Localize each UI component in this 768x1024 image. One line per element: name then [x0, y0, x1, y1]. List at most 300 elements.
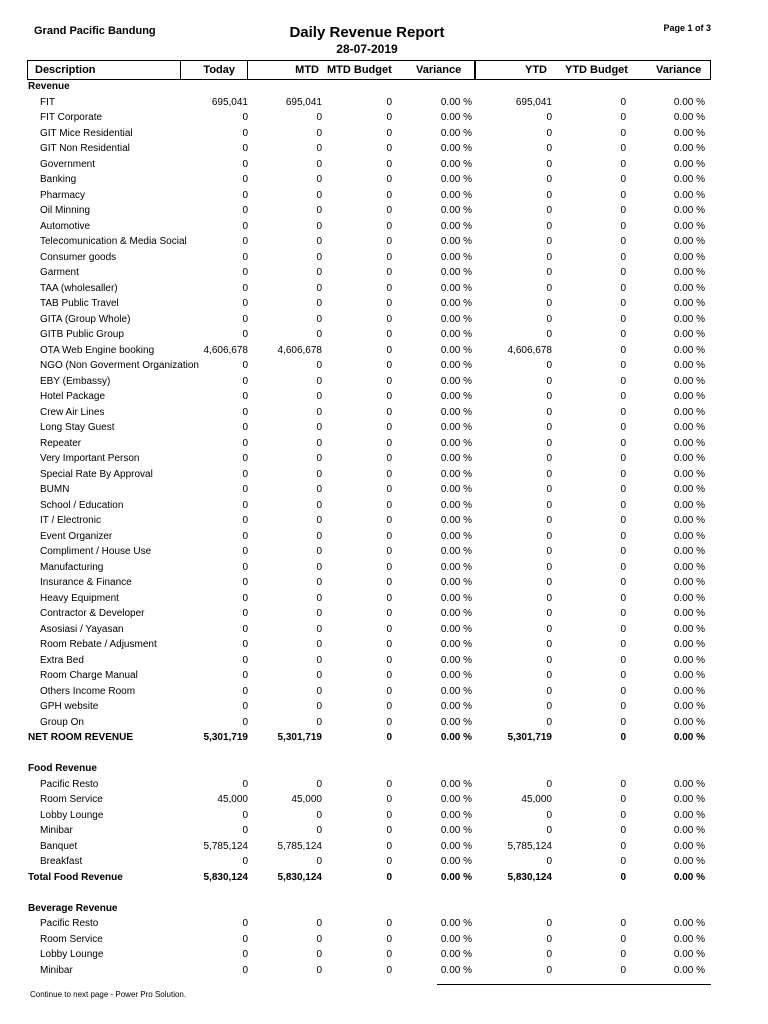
- cell-mtd-budget: 0: [386, 670, 392, 681]
- cell-today: 0: [242, 468, 248, 480]
- cell-variance-ytd: 0.00 %: [673, 251, 705, 263]
- cell-ytd-budget: 0: [620, 933, 626, 945]
- cell-variance-ytd: 0.00 %: [673, 282, 705, 294]
- cell-ytd: 0: [546, 143, 552, 154]
- cell-ytd-budget: 0: [620, 623, 626, 635]
- cell-variance-ytd: 0.00 %: [673, 933, 705, 945]
- cell-ytd: 0: [546, 453, 552, 464]
- cell-today: 0: [242, 918, 248, 929]
- row-spacer: [0, 747, 768, 763]
- cell-mtd: 0: [316, 530, 322, 542]
- table-row: [0, 700, 768, 716]
- row-description: Room Rebate / Adjusment: [40, 639, 157, 650]
- cell-variance-mtd: 0.00 %: [440, 205, 472, 216]
- report-body: [0, 80, 768, 979]
- cell-variance-mtd: 0.00 %: [440, 236, 472, 247]
- cell-mtd-budget: 0: [386, 840, 392, 852]
- cell-ytd: 0: [546, 716, 552, 728]
- cell-mtd: 0: [316, 546, 322, 557]
- cell-mtd: 0: [316, 561, 322, 573]
- cell-ytd: 5,301,719: [507, 732, 552, 743]
- cell-mtd-budget: 0: [386, 809, 392, 821]
- cell-variance-ytd: 0.00 %: [673, 825, 705, 836]
- cell-ytd: 0: [546, 964, 552, 976]
- row-description: Government: [40, 158, 96, 170]
- cell-variance-mtd: 0.00 %: [440, 933, 472, 945]
- cell-variance-mtd: 0.00 %: [440, 546, 472, 557]
- table-row: [0, 824, 768, 840]
- cell-mtd-budget: 0: [386, 701, 392, 712]
- cell-mtd-budget: 0: [386, 530, 392, 542]
- cell-ytd: 0: [546, 112, 552, 123]
- row-description: Pharmacy: [40, 189, 86, 201]
- cell-ytd-budget: 0: [620, 546, 626, 557]
- cell-mtd: 0: [316, 375, 322, 387]
- cell-mtd: 45,000: [291, 794, 322, 805]
- cell-mtd-budget: 0: [386, 561, 392, 573]
- table-row: [0, 545, 768, 561]
- table-row: [0, 359, 768, 375]
- cell-mtd-budget: 0: [386, 422, 392, 433]
- table-row: [0, 917, 768, 933]
- cell-mtd-budget: 0: [386, 623, 392, 635]
- cell-variance-mtd: 0.00 %: [440, 96, 472, 108]
- cell-ytd-budget: 0: [620, 654, 626, 666]
- cell-ytd-budget: 0: [620, 515, 626, 526]
- cell-mtd: 0: [316, 701, 322, 712]
- cell-today: 0: [242, 499, 248, 511]
- table-row: [0, 964, 768, 980]
- cell-variance-ytd: 0.00 %: [673, 127, 705, 139]
- cell-ytd: 0: [546, 949, 552, 960]
- row-description: Telecomunication & Media Social: [40, 236, 187, 247]
- cell-variance-mtd: 0.00 %: [440, 282, 472, 294]
- row-description: Oil Minning: [40, 205, 91, 216]
- row-description: Total Food Revenue: [28, 871, 123, 883]
- cell-today: 0: [242, 484, 248, 495]
- table-row: [0, 514, 768, 530]
- cell-ytd-budget: 0: [620, 236, 626, 247]
- cell-ytd-budget: 0: [620, 670, 626, 681]
- cell-mtd: 0: [316, 453, 322, 464]
- table-row: [0, 855, 768, 871]
- cell-variance-ytd: 0.00 %: [673, 344, 705, 356]
- cell-ytd: 0: [546, 561, 552, 573]
- cell-ytd: 0: [546, 654, 552, 666]
- cell-today: 0: [242, 964, 248, 976]
- table-row: [0, 282, 768, 298]
- cell-variance-ytd: 0.00 %: [673, 623, 705, 635]
- cell-mtd: 0: [316, 158, 322, 170]
- row-description: EBY (Embassy): [40, 375, 111, 387]
- row-description: GIT Mice Residential: [40, 127, 133, 139]
- cell-ytd-budget: 0: [620, 313, 626, 325]
- cell-today: 0: [242, 778, 248, 790]
- cell-mtd-budget: 0: [386, 468, 392, 480]
- cell-mtd-budget: 0: [386, 592, 392, 604]
- table-row: [0, 251, 768, 267]
- cell-mtd: 695,041: [285, 96, 322, 108]
- cell-variance-mtd: 0.00 %: [440, 422, 472, 433]
- table-row: [0, 793, 768, 809]
- cell-mtd-budget: 0: [386, 391, 392, 402]
- table-row: [0, 344, 768, 360]
- cell-mtd-budget: 0: [386, 220, 392, 232]
- cell-ytd-budget: 0: [620, 298, 626, 309]
- cell-mtd: 0: [316, 220, 322, 232]
- cell-today: 0: [242, 158, 248, 170]
- row-spacer: [0, 886, 768, 902]
- section-heading: [0, 902, 768, 918]
- table-row: [0, 189, 768, 205]
- row-description: Minibar: [40, 964, 73, 976]
- cell-mtd: 0: [316, 236, 322, 247]
- table-row: [0, 406, 768, 422]
- cell-today: 0: [242, 360, 248, 371]
- cell-variance-mtd: 0.00 %: [440, 484, 472, 495]
- cell-variance-mtd: 0.00 %: [440, 220, 472, 232]
- cell-mtd-budget: 0: [386, 871, 392, 883]
- row-description: Room Service: [40, 933, 103, 945]
- table-row: [0, 499, 768, 515]
- cell-mtd: 0: [316, 856, 322, 867]
- cell-mtd: 0: [316, 406, 322, 418]
- cell-today: 0: [242, 608, 248, 619]
- cell-mtd: 0: [316, 778, 322, 790]
- cell-today: 0: [242, 825, 248, 836]
- cell-today: 0: [242, 685, 248, 697]
- cell-today: 0: [242, 809, 248, 821]
- row-description: GIT Non Residential: [40, 143, 130, 154]
- table-row: [0, 778, 768, 794]
- cell-mtd: 0: [316, 964, 322, 976]
- cell-ytd-budget: 0: [620, 251, 626, 263]
- cell-mtd-budget: 0: [386, 825, 392, 836]
- cell-ytd-budget: 0: [620, 499, 626, 511]
- cell-mtd: 0: [316, 918, 322, 929]
- cell-today: 0: [242, 623, 248, 635]
- cell-variance-mtd: 0.00 %: [440, 825, 472, 836]
- cell-ytd-budget: 0: [620, 267, 626, 278]
- table-row: [0, 204, 768, 220]
- cell-ytd-budget: 0: [620, 437, 626, 449]
- cell-mtd: 0: [316, 933, 322, 945]
- cell-mtd-budget: 0: [386, 205, 392, 216]
- row-description: Food Revenue: [28, 763, 97, 774]
- cell-mtd-budget: 0: [386, 453, 392, 464]
- cell-mtd: 0: [316, 592, 322, 604]
- cell-variance-mtd: 0.00 %: [440, 856, 472, 867]
- row-description: Event Organizer: [40, 530, 113, 542]
- cell-variance-mtd: 0.00 %: [440, 360, 472, 371]
- cell-variance-ytd: 0.00 %: [673, 918, 705, 929]
- cell-mtd: 0: [316, 577, 322, 588]
- cell-variance-mtd: 0.00 %: [440, 189, 472, 201]
- cell-ytd: 0: [546, 623, 552, 635]
- cell-ytd: 0: [546, 778, 552, 790]
- cell-variance-ytd: 0.00 %: [673, 794, 705, 805]
- row-description: Asosiasi / Yayasan: [40, 623, 124, 635]
- cell-variance-mtd: 0.00 %: [440, 639, 472, 650]
- cell-mtd: 0: [316, 360, 322, 371]
- cell-mtd-budget: 0: [386, 406, 392, 418]
- cell-variance-mtd: 0.00 %: [440, 654, 472, 666]
- cell-variance-ytd: 0.00 %: [673, 437, 705, 449]
- cell-ytd: 0: [546, 329, 552, 340]
- row-description: Crew Air Lines: [40, 406, 105, 418]
- cell-mtd-budget: 0: [386, 484, 392, 495]
- cell-ytd: 0: [546, 298, 552, 309]
- cell-ytd: 0: [546, 592, 552, 604]
- col-mtd-budget: MTD Budget: [327, 64, 392, 76]
- cell-ytd: 0: [546, 189, 552, 201]
- cell-ytd: 0: [546, 282, 552, 294]
- cell-today: 0: [242, 236, 248, 247]
- table-row: [0, 809, 768, 825]
- cell-mtd-budget: 0: [386, 716, 392, 728]
- cell-ytd: 0: [546, 205, 552, 216]
- cell-mtd-budget: 0: [386, 949, 392, 960]
- cell-variance-mtd: 0.00 %: [440, 313, 472, 325]
- cell-variance-mtd: 0.00 %: [440, 329, 472, 340]
- table-row: [0, 235, 768, 251]
- cell-mtd: 0: [316, 825, 322, 836]
- cell-variance-mtd: 0.00 %: [440, 499, 472, 511]
- cell-mtd: 0: [316, 437, 322, 449]
- cell-mtd-budget: 0: [386, 189, 392, 201]
- cell-ytd: 0: [546, 236, 552, 247]
- table-row: [0, 266, 768, 282]
- cell-today: 0: [242, 375, 248, 387]
- table-row: [0, 933, 768, 949]
- cell-variance-mtd: 0.00 %: [440, 453, 472, 464]
- cell-variance-ytd: 0.00 %: [673, 406, 705, 418]
- section-heading: [0, 80, 768, 96]
- cell-variance-mtd: 0.00 %: [440, 158, 472, 170]
- cell-ytd: 0: [546, 313, 552, 325]
- cell-ytd: 0: [546, 422, 552, 433]
- cell-today: 0: [242, 251, 248, 263]
- row-description: NGO (Non Goverment Organization: [40, 360, 199, 371]
- cell-mtd-budget: 0: [386, 437, 392, 449]
- cell-variance-mtd: 0.00 %: [440, 964, 472, 976]
- cell-variance-mtd: 0.00 %: [440, 174, 472, 185]
- cell-today: 695,041: [211, 96, 248, 108]
- cell-today: 45,000: [217, 794, 248, 805]
- cell-mtd: 0: [316, 623, 322, 635]
- cell-variance-mtd: 0.00 %: [440, 732, 472, 743]
- cell-variance-ytd: 0.00 %: [673, 158, 705, 170]
- cell-today: 0: [242, 422, 248, 433]
- cell-variance-mtd: 0.00 %: [440, 716, 472, 728]
- cell-variance-ytd: 0.00 %: [673, 592, 705, 604]
- cell-variance-ytd: 0.00 %: [673, 840, 705, 852]
- cell-today: 0: [242, 592, 248, 604]
- cell-variance-mtd: 0.00 %: [440, 809, 472, 821]
- cell-mtd: 0: [316, 639, 322, 650]
- cell-variance-mtd: 0.00 %: [440, 949, 472, 960]
- row-description: Lobby Lounge: [40, 809, 104, 821]
- cell-variance-ytd: 0.00 %: [673, 143, 705, 154]
- cell-today: 0: [242, 670, 248, 681]
- table-row: [0, 716, 768, 732]
- row-description: Room Charge Manual: [40, 670, 138, 681]
- cell-ytd: 0: [546, 360, 552, 371]
- cell-mtd: 0: [316, 716, 322, 728]
- cell-ytd-budget: 0: [620, 453, 626, 464]
- cell-ytd-budget: 0: [620, 716, 626, 728]
- cell-mtd-budget: 0: [386, 375, 392, 387]
- cell-today: 0: [242, 220, 248, 232]
- cell-variance-ytd: 0.00 %: [673, 220, 705, 232]
- report-date: 28-07-2019: [336, 42, 398, 56]
- cell-ytd: 0: [546, 577, 552, 588]
- cell-variance-ytd: 0.00 %: [673, 685, 705, 697]
- cell-ytd: 0: [546, 468, 552, 480]
- table-row: [0, 685, 768, 701]
- table-row: [0, 437, 768, 453]
- cell-today: 0: [242, 577, 248, 588]
- cell-today: 0: [242, 949, 248, 960]
- cell-variance-ytd: 0.00 %: [673, 174, 705, 185]
- cell-mtd-budget: 0: [386, 313, 392, 325]
- cell-today: 0: [242, 530, 248, 542]
- footer-note: Continue to next page - Power Pro Solution.: [30, 990, 187, 999]
- cell-today: 5,301,719: [203, 732, 248, 743]
- cell-mtd-budget: 0: [386, 654, 392, 666]
- table-row: [0, 142, 768, 158]
- cell-mtd-budget: 0: [386, 685, 392, 697]
- cell-mtd: 0: [316, 205, 322, 216]
- table-row: [0, 328, 768, 344]
- cell-ytd: 0: [546, 174, 552, 185]
- cell-mtd-budget: 0: [386, 174, 392, 185]
- table-row: [0, 948, 768, 964]
- row-description: GPH website: [40, 701, 99, 712]
- cell-ytd: 0: [546, 701, 552, 712]
- col-variance-ytd: Variance: [656, 64, 702, 76]
- cell-today: 0: [242, 437, 248, 449]
- row-description: Extra Bed: [40, 654, 84, 666]
- cell-mtd-budget: 0: [386, 639, 392, 650]
- cell-variance-ytd: 0.00 %: [673, 639, 705, 650]
- row-description: Others Income Room: [40, 685, 136, 697]
- cell-mtd: 0: [316, 282, 322, 294]
- cell-mtd-budget: 0: [386, 918, 392, 929]
- row-description: TAB Public Travel: [40, 298, 119, 309]
- cell-variance-ytd: 0.00 %: [673, 732, 705, 743]
- row-description: Long Stay Guest: [40, 422, 115, 433]
- cell-mtd-budget: 0: [386, 778, 392, 790]
- row-description: BUMN: [40, 484, 70, 495]
- cell-ytd: 0: [546, 499, 552, 511]
- table-row: [0, 96, 768, 112]
- cell-ytd-budget: 0: [620, 964, 626, 976]
- cell-mtd-budget: 0: [386, 964, 392, 976]
- cell-variance-ytd: 0.00 %: [673, 856, 705, 867]
- cell-today: 0: [242, 329, 248, 340]
- cell-variance-ytd: 0.00 %: [673, 949, 705, 960]
- cell-ytd: 0: [546, 406, 552, 418]
- table-row: [0, 421, 768, 437]
- cell-variance-mtd: 0.00 %: [440, 143, 472, 154]
- cell-today: 0: [242, 933, 248, 945]
- row-description: Compliment / House Use: [40, 546, 152, 557]
- table-row: [0, 158, 768, 174]
- cell-mtd-budget: 0: [386, 360, 392, 371]
- section-heading: [0, 762, 768, 778]
- cell-mtd: 0: [316, 422, 322, 433]
- cell-variance-mtd: 0.00 %: [440, 127, 472, 139]
- cell-today: 0: [242, 561, 248, 573]
- cell-variance-ytd: 0.00 %: [673, 499, 705, 511]
- cell-mtd: 0: [316, 809, 322, 821]
- table-row: [0, 220, 768, 236]
- table-row: [0, 561, 768, 577]
- cell-mtd: 0: [316, 251, 322, 263]
- cell-mtd-budget: 0: [386, 143, 392, 154]
- table-row: [0, 127, 768, 143]
- footer-rule: [437, 984, 711, 985]
- table-row: [0, 452, 768, 468]
- cell-ytd-budget: 0: [620, 360, 626, 371]
- cell-variance-mtd: 0.00 %: [440, 391, 472, 402]
- cell-variance-mtd: 0.00 %: [440, 623, 472, 635]
- cell-today: 0: [242, 856, 248, 867]
- table-row: [0, 297, 768, 313]
- table-row: [0, 576, 768, 592]
- cell-mtd: 0: [316, 949, 322, 960]
- row-description: Very Important Person: [40, 453, 140, 464]
- cell-ytd: 5,830,124: [507, 871, 552, 883]
- cell-variance-ytd: 0.00 %: [673, 546, 705, 557]
- cell-ytd: 0: [546, 267, 552, 278]
- cell-mtd: 0: [316, 670, 322, 681]
- row-description: Beverage Revenue: [28, 902, 118, 914]
- cell-variance-ytd: 0.00 %: [673, 670, 705, 681]
- cell-ytd-budget: 0: [620, 329, 626, 340]
- cell-ytd-budget: 0: [620, 732, 626, 743]
- cell-mtd-budget: 0: [386, 732, 392, 743]
- cell-variance-ytd: 0.00 %: [673, 701, 705, 712]
- cell-mtd-budget: 0: [386, 96, 392, 108]
- cell-variance-ytd: 0.00 %: [673, 360, 705, 371]
- cell-ytd-budget: 0: [620, 639, 626, 650]
- cell-ytd: 0: [546, 546, 552, 557]
- row-description: Revenue: [28, 81, 70, 92]
- cell-ytd-budget: 0: [620, 406, 626, 418]
- cell-variance-mtd: 0.00 %: [440, 468, 472, 480]
- cell-ytd-budget: 0: [620, 856, 626, 867]
- cell-ytd-budget: 0: [620, 608, 626, 619]
- total-row: [0, 731, 768, 747]
- cell-today: 0: [242, 639, 248, 650]
- row-description: Heavy Equipment: [40, 592, 119, 604]
- cell-ytd-budget: 0: [620, 220, 626, 232]
- cell-mtd: 0: [316, 143, 322, 154]
- cell-today: 0: [242, 716, 248, 728]
- cell-mtd-budget: 0: [386, 112, 392, 123]
- cell-variance-mtd: 0.00 %: [440, 375, 472, 387]
- cell-variance-ytd: 0.00 %: [673, 267, 705, 278]
- row-description: Special Rate By Approval: [40, 468, 153, 480]
- cell-today: 4,606,678: [203, 344, 248, 356]
- cell-today: 0: [242, 515, 248, 526]
- cell-mtd-budget: 0: [386, 794, 392, 805]
- cell-variance-mtd: 0.00 %: [440, 406, 472, 418]
- table-row: [0, 468, 768, 484]
- cell-variance-mtd: 0.00 %: [440, 112, 472, 123]
